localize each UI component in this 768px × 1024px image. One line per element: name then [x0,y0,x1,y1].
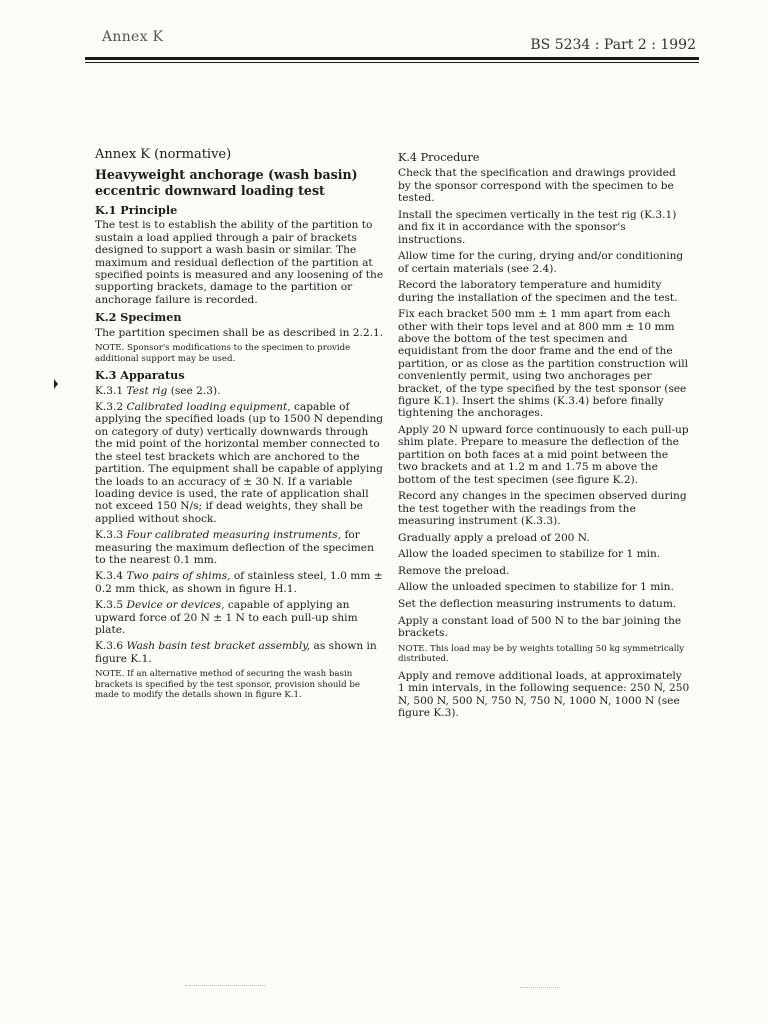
k3-note: NOTE. If an alternative method of securing the wash basin brackets is specified by the test sponsor, provision should be made to modify the details shown in figure K.1. [95,669,360,701]
k4-paragraph-1: Check that the specification and drawings provided by the sponsor correspond with the specimen to be tested. [398,167,676,205]
header-rule-thin [85,62,699,63]
k1-text: The test is to establish the ability of the partition to sustain a load applied through a pair of brackets designed to support a wash basin or similar. The maximum and residual deflection of the partition at specified points is measured and any loosening of the supporting brackets, damage to the partition or anchorage failure is recorded. [95,219,384,306]
k4-paragraph-12: Set the deflection measuring instruments to datum. [398,598,677,611]
k33-num: K.3.3 [95,529,124,542]
k4-paragraph-6: Apply 20 N upward force continuously to each pull-up shim plate. Prepare to measure the deflection of the partition on both faces at a mid point between the two brackets and at 1.2 m and 1.75 m above the bottom of the test specimen (see figure K.2). [398,424,689,486]
header-rule [85,57,699,60]
k4-paragraph-5: Fix each bracket 500 mm ± 1 mm apart from each other with their tops level and at 800 mm ± 10 mm above the bottom of the test specimen and equidistant from the door frame and the end of the partition, or as close as the partition construction will conveniently permit, using two anchorages per bracket, of the type specified by the test sponsor (see figure K.1). Insert the shims (K.3.4) before finally tightening the anchorages. [398,308,689,420]
k33-title: Four calibrated measuring instruments, [126,529,342,542]
left-column [95,147,386,706]
k4-paragraph-2: Install the specimen vertically in the test rig (K.3.1) and fix it in accordance with the sponsor's instructions. [398,208,677,246]
document-title: Heavyweight anchorage (wash basin) eccentric downward loading test [95,167,358,198]
k2-note: NOTE. Sponsor's modifications to the specimen to provide additional support may be used. [95,343,351,364]
k36-num: K.3.6 [95,640,124,653]
k4-note: NOTE. This load may be by weights totalling 50 kg symmetrically distributed. [398,643,685,665]
k34-title: Two pairs of shims, [126,570,231,583]
k4-paragraph-8: Gradually apply a preload of 200 N. [398,531,590,544]
k35-num: K.3.5 [95,599,124,612]
k4-paragraph-7: Record any changes in the specimen observed during the test together with the readings from the measuring instrument (K.3.3). [398,490,687,528]
running-header-annex: Annex K [102,29,164,45]
k31-text: (see 2.3). [170,384,221,397]
k32-item [95,401,386,525]
k4-paragraph-13: Apply a constant load of 500 N to the bar joining the brackets. [398,614,682,640]
k31-item [95,385,386,397]
k4-paragraph-14: Apply and remove additional loads, at approximately 1 min intervals, in the following sequence: 250 N, 250 N, 500 N, 500 N, 750 N, 750 N, 1000 N, 1000 N (see figure K.3). [398,669,690,720]
k31-title: Test rig [126,384,168,397]
k2-text: The partition specimen shall be as described in 2.2.1. [95,326,384,339]
annex-title: Annex K (normative) [95,147,232,162]
k4-paragraph-10: Remove the preload. [398,564,510,577]
section-heading-k3: K.3 Apparatus [95,368,185,383]
right-column [398,147,690,724]
scan-artifact [185,985,265,986]
k35-text: capable of applying an upward force of 20 N ± 1 N to each pull-up shim plate. [95,599,358,636]
k36-text: as shown in figure K.1. [95,640,377,665]
k4-paragraph-3: Allow time for the curing, drying and/or conditioning of certain materials (see 2.4). [398,250,684,275]
k34-text: of stainless steel, 1.0 mm ± 0.2 mm thick, as shown in figure H.1. [95,570,383,595]
section-heading-k4: K.4 Procedure [398,151,480,164]
k34-item [95,570,386,595]
k36-item [95,640,386,665]
k34-num: K.3.4 [95,570,124,583]
k36-title: Wash basin test bracket assembly, [126,640,311,653]
k31-num: K.3.1 [95,384,124,397]
k4-paragraph-4: Record the laboratory temperature and humidity during the installation of the specimen and the test. [398,279,678,304]
k32-text: capable of applying the specified loads (up to 1500 N depending on category of duty) vertically downwards through the mid point of the horizontal member connected to the steel test brackets which are anchored to the partition. The equipment shall be capable of applying the loads to an accuracy of ± 30 N. If a variable loading device is used, the rate of application shall not exceed 150 N/s; if dead weights, they shall be applied without shock. [95,401,384,525]
section-heading-k1: K.1 Principle [95,203,178,217]
section-heading-k2: K.2 Specimen [95,310,182,325]
k4-paragraph-9: Allow the loaded specimen to stabilize for 1 min. [398,548,661,561]
running-header-standard: BS 5234 : Part 2 : 1992 [530,37,696,53]
k4-paragraph-11: Allow the unloaded specimen to stabilize for 1 min. [398,581,674,594]
k33-text: for measuring the maximum deflection of the specimen to the nearest 0.1 mm. [95,529,374,566]
scan-artifact [520,987,560,988]
margin-marker-icon [54,379,58,389]
k35-title: Device or devices, [126,599,225,612]
k35-item [95,599,386,636]
k32-num: K.3.2 [95,401,124,414]
k33-item [95,529,386,566]
k32-title: Calibrated loading equipment, [126,401,291,414]
